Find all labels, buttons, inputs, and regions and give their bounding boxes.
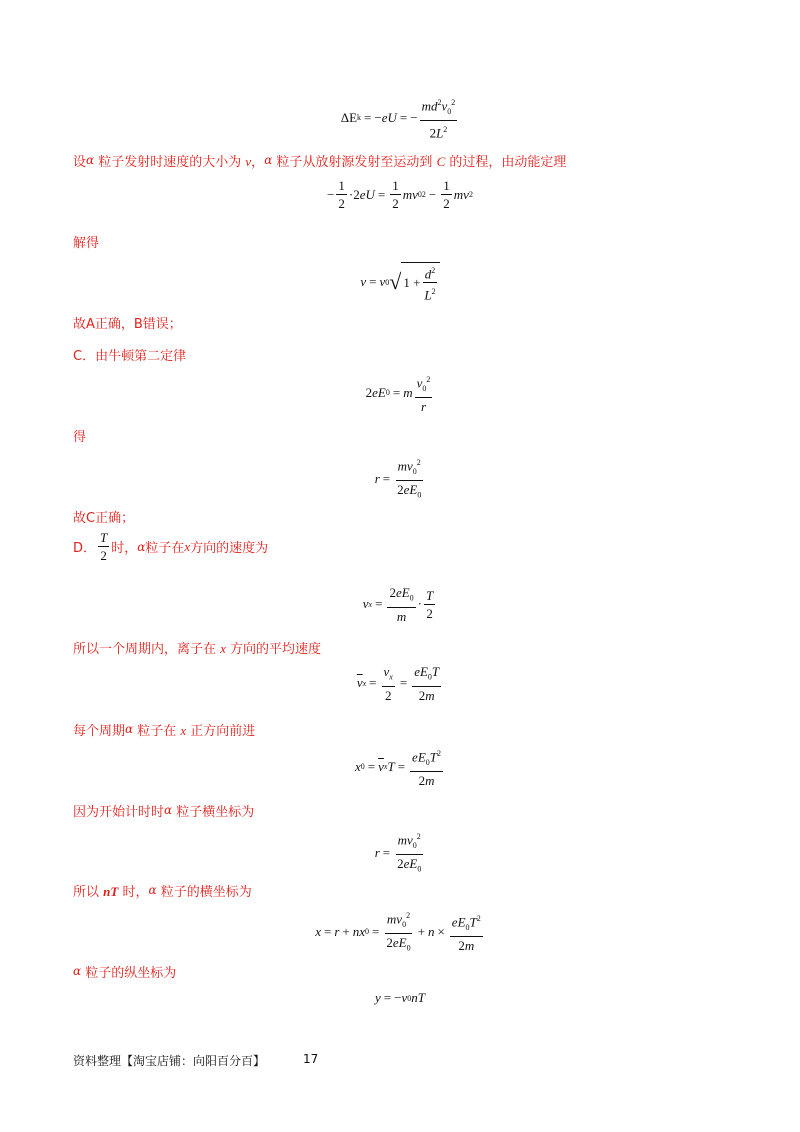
equation-work-energy: − $\frac{1}{2}$ ·2 eU = $\frac{1}{2}$ mv 0 2 − $\frac{1}{2}$ mv 2 — [327, 178, 473, 211]
text-newton-second-law: C．由牛顿第二定律 — [73, 349, 187, 364]
page-number: 17 — [303, 1052, 319, 1066]
equation-velocity-x: v x = $\frac{2eE_0}{m}$ · $\frac{T}{2}$ — [362, 585, 434, 624]
equation-force-balance: 2 eE 0 = m $\frac{v_0^2}{r}$ — [0, 372, 800, 414]
text-solve: 解得 — [73, 236, 100, 251]
equation-radius: r = $\frac{mv_0^2}{2eE_0}$ — [0, 455, 800, 503]
equation-initial-radius: r = $\frac{mv_0^2}{2eE_0}$ — [0, 829, 800, 877]
equation-abscissa: x = r + nx 0 = $\frac{mv_0^2}{2eE_0}$ + n × $\frac{eE_0T^2}{2m}$ — [0, 908, 800, 956]
equation-average-velocity: $\overline{v}$ x = $\frac{v_x}{2}$ = $\frac{eE_0T}{2m}$ — [356, 664, 440, 703]
text-ordinate: α 粒子的纵坐标为 — [73, 964, 177, 981]
equation-kinetic-energy-change: ΔE k = − eU = − $\frac{md^2v_0^2}{2L^2}$ — [0, 95, 800, 140]
equation-ordinate: y = − v 0 nT — [375, 990, 425, 1005]
text-average-velocity: 所以一个周期内，离子在 x 方向的平均速度 — [73, 641, 322, 657]
text-option-d: D． $\frac{T}{2}$ 时， α 粒子在 x 方向的速度为 — [73, 530, 269, 563]
text-conclusion-ab: 故A正确，B错误； — [73, 317, 182, 332]
equation-velocity: v = v 0 √ 1 + $\frac{d^2}{L^2}$ — [0, 262, 800, 303]
text-obtain: 得 — [73, 430, 87, 445]
text-conclusion-c: 故C正确； — [73, 511, 135, 526]
text-initial-abscissa: 因为开始计时时α 粒子横坐标为 — [73, 803, 255, 820]
footer-source: 资料整理【淘宝店铺：向阳百分百】 — [73, 1054, 266, 1068]
text-setup-velocity: 设α 粒子发射时速度的大小为 v，α 粒子从放射源发射至运动到 C 的过程，由动能定理 — [73, 153, 567, 170]
text-abscissa-at-nt: 所以 nT 时，α 粒子的横坐标为 — [73, 883, 252, 900]
text-advance-per-period: 每个周期α 粒子在 x 正方向前进 — [73, 722, 256, 739]
equation-displacement: x 0 = $\overline{v}$ x T = $\frac{eE_0T^2}{2m}$ — [0, 746, 800, 788]
